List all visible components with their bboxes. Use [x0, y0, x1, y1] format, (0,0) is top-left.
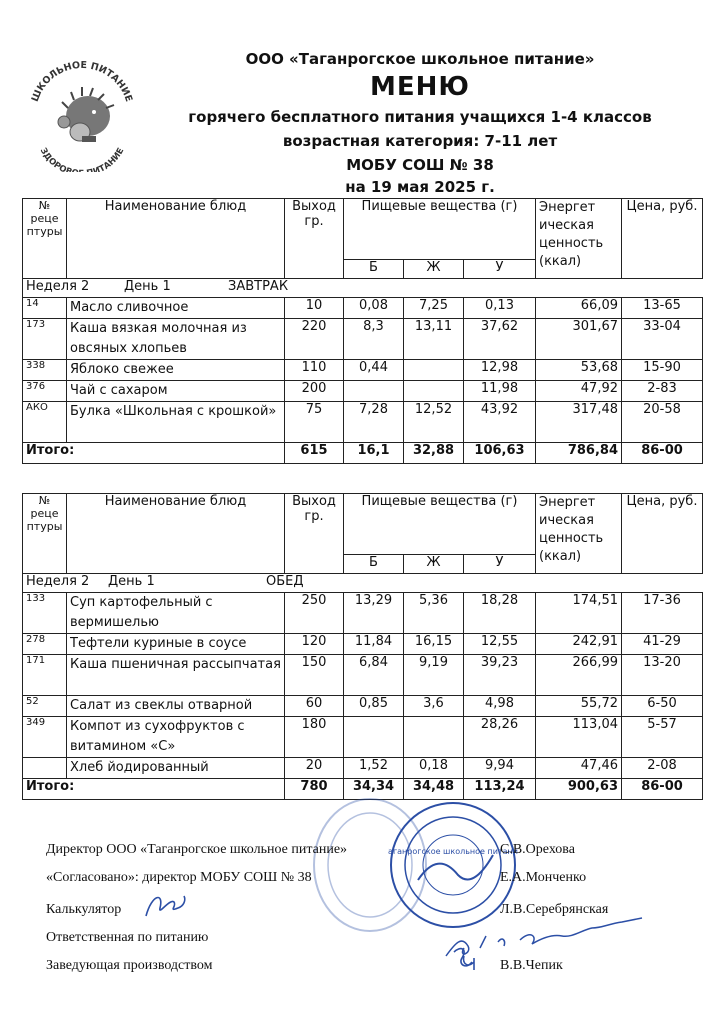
zh-cell: 7,25 [404, 298, 464, 319]
table-row [23, 696, 703, 717]
b-cell: 13,29 [344, 593, 404, 634]
zh-cell: 13,11 [404, 319, 464, 360]
col-out-header: Выход гр. [285, 494, 344, 574]
calculator-name: Л.В.Серебрянская [500, 902, 609, 917]
b-cell: 6,84 [344, 655, 404, 696]
total-label: Итого: [23, 779, 285, 800]
u-cell: 4,98 [464, 696, 536, 717]
out-cell: 250 [285, 593, 344, 634]
out-cell: 220 [285, 319, 344, 360]
total-kcal: 900,63 [536, 779, 622, 800]
zh-cell: 9,19 [404, 655, 464, 696]
calculator-label: Калькулятор [46, 902, 122, 917]
b-cell: 11,84 [344, 634, 404, 655]
page-title: МЕНЮ [370, 72, 470, 102]
price-cell: 33-04 [622, 319, 703, 360]
u-cell: 18,28 [464, 593, 536, 634]
dish-name: Салат из свеклы отварной [67, 696, 285, 717]
out-cell: 150 [285, 655, 344, 696]
u-cell: 9,94 [464, 758, 536, 779]
table-row [23, 381, 703, 402]
rec-cell: 278 [23, 634, 67, 655]
agreed-label: «Согласовано»: директор МОБУ СОШ № 38 [46, 870, 312, 885]
out-cell: 200 [285, 381, 344, 402]
b-cell: 0,08 [344, 298, 404, 319]
kcal-cell: 47,46 [536, 758, 622, 779]
dish-name: Каша вязкая молочная из овсяных хлопьев [67, 319, 285, 360]
price-cell: 5-57 [622, 717, 703, 758]
zh-cell [404, 717, 464, 758]
rec-cell: 376 [23, 381, 67, 402]
col-b-header: Б [344, 260, 404, 279]
total-u: 106,63 [464, 443, 536, 464]
col-out-header: Выход гр. [285, 199, 344, 279]
b-cell [344, 717, 404, 758]
u-cell: 43,92 [464, 402, 536, 443]
dish-name: Тефтели куриные в соусе [67, 634, 285, 655]
total-u: 113,24 [464, 779, 536, 800]
table-row [23, 402, 703, 443]
calculator-signature-icon [138, 888, 188, 924]
total-row [23, 443, 703, 464]
b-cell: 1,52 [344, 758, 404, 779]
u-cell: 39,23 [464, 655, 536, 696]
out-cell: 75 [285, 402, 344, 443]
col-kcal-header: Энергет ическая ценность (ккал) [536, 199, 622, 279]
total-b: 34,34 [344, 779, 404, 800]
zh-cell: 0,18 [404, 758, 464, 779]
menu-date: на 19 мая 2025 г. [345, 178, 495, 196]
b-cell: 0,85 [344, 696, 404, 717]
table-row [23, 634, 703, 655]
rec-cell: АКО [23, 402, 67, 443]
total-out: 615 [285, 443, 344, 464]
org-name: ООО «Таганрогское школьное питание» [245, 50, 595, 68]
week-label: Неделя 2 [26, 279, 90, 294]
zh-cell: 16,15 [404, 634, 464, 655]
table-row [23, 360, 703, 381]
kcal-cell: 301,67 [536, 319, 622, 360]
kcal-cell: 55,72 [536, 696, 622, 717]
section-label [23, 279, 464, 298]
rec-cell: 52 [23, 696, 67, 717]
svg-text:ЗДОРОВОЕ ПИТАНИЕ [38, 146, 127, 172]
director-label: Директор ООО «Таганрогское школьное питание» [46, 842, 348, 857]
u-cell: 37,62 [464, 319, 536, 360]
total-b: 16,1 [344, 443, 404, 464]
total-price: 86-00 [622, 443, 703, 464]
kcal-cell: 53,68 [536, 360, 622, 381]
u-cell: 28,26 [464, 717, 536, 758]
dish-name: Яблоко свежее [67, 360, 285, 381]
col-nutr-header: Пищевые вещества (г) [344, 199, 536, 260]
u-cell: 12,98 [464, 360, 536, 381]
col-u-header: У [464, 260, 536, 279]
head-name: В.В.Чепик [500, 958, 563, 973]
subtitle-line1: горячего бесплатного питания учащихся 1-4 классов [188, 108, 652, 126]
rec-cell: 14 [23, 298, 67, 319]
total-kcal: 786,84 [536, 443, 622, 464]
kcal-cell: 113,04 [536, 717, 622, 758]
dish-name: Булка «Школьная с крошкой» [67, 402, 285, 443]
out-cell: 180 [285, 717, 344, 758]
total-zh: 34,48 [404, 779, 464, 800]
u-cell: 12,55 [464, 634, 536, 655]
head-label: Заведующая производством [46, 958, 213, 973]
zh-cell: 3,6 [404, 696, 464, 717]
subtitle-line3: МОБУ СОШ № 38 [346, 156, 494, 174]
zh-cell [404, 381, 464, 402]
kcal-cell: 242,91 [536, 634, 622, 655]
b-cell: 0,44 [344, 360, 404, 381]
rec-cell [23, 758, 67, 779]
col-name-header: Наименование блюд [67, 199, 285, 279]
dish-name: Суп картофельный с вермишелью [67, 593, 285, 634]
col-price-header: Цена, руб. [622, 494, 703, 574]
dish-name: Масло сливочное [67, 298, 285, 319]
u-cell: 0,13 [464, 298, 536, 319]
week-label: Неделя 2 [26, 574, 90, 589]
price-cell: 41-29 [622, 634, 703, 655]
u-cell: 11,98 [464, 381, 536, 402]
table-row [23, 655, 703, 696]
meal-label: ОБЕД [266, 574, 304, 589]
day-label: День 1 [124, 279, 171, 294]
director-name: С.В.Орехова [500, 842, 575, 857]
kcal-cell: 47,92 [536, 381, 622, 402]
round-stamp-icon [388, 800, 518, 930]
meal-label: ЗАВТРАК [228, 279, 289, 294]
col-price-header: Цена, руб. [622, 199, 703, 279]
lunch-table [22, 493, 703, 800]
agreed-name: Е.А.Монченко [500, 870, 587, 885]
table-row [23, 298, 703, 319]
table-row [23, 319, 703, 360]
b-cell: 8,3 [344, 319, 404, 360]
col-b-header: Б [344, 555, 404, 574]
stamp-text: Таганрогское школьное питание [388, 847, 518, 856]
price-cell: 13-65 [622, 298, 703, 319]
rec-cell: 133 [23, 593, 67, 634]
subtitle-line2: возрастная категория: 7-11 лет [282, 132, 558, 150]
rec-cell: 338 [23, 360, 67, 381]
price-cell: 13-20 [622, 655, 703, 696]
total-price: 86-00 [622, 779, 703, 800]
logo-top-text: ШКОЛЬНОЕ ПИТАНИЕ [29, 59, 135, 104]
breakfast-table [22, 198, 703, 464]
table-row [23, 593, 703, 634]
zh-cell: 5,36 [404, 593, 464, 634]
out-cell: 20 [285, 758, 344, 779]
price-cell: 2-83 [622, 381, 703, 402]
out-cell: 120 [285, 634, 344, 655]
b-cell [344, 381, 404, 402]
logo-bottom-text: ЗДОРОВ ИТАНИЕ [37, 146, 127, 172]
price-cell: 2-08 [622, 758, 703, 779]
out-cell: 10 [285, 298, 344, 319]
dish-name: Каша пшеничная рассыпчатая [67, 655, 285, 696]
rec-cell: 173 [23, 319, 67, 360]
out-cell: 60 [285, 696, 344, 717]
rec-cell: 349 [23, 717, 67, 758]
table-row [23, 717, 703, 758]
zh-cell: 12,52 [404, 402, 464, 443]
section-label [23, 574, 464, 593]
out-cell: 110 [285, 360, 344, 381]
price-cell: 20-58 [622, 402, 703, 443]
total-label: Итого: [23, 443, 285, 464]
col-kcal-header: Энергет ическая ценность (ккал) [536, 494, 622, 574]
price-cell: 15-90 [622, 360, 703, 381]
responsible-label: Ответственная по питанию [46, 930, 209, 945]
dish-name: Хлеб йодированный [67, 758, 285, 779]
day-label: День 1 [108, 574, 155, 589]
col-rec-header: № реце птуры [23, 199, 67, 279]
col-u-header: У [464, 555, 536, 574]
col-nutr-header: Пищевые вещества (г) [344, 494, 536, 555]
dish-name: Компот из сухофруктов с витамином «С» [67, 717, 285, 758]
col-zh-header: Ж [404, 555, 464, 574]
col-zh-header: Ж [404, 260, 464, 279]
head-signature-icon [444, 938, 494, 974]
hedgehog-icon [58, 87, 114, 142]
kcal-cell: 66,09 [536, 298, 622, 319]
b-cell: 7,28 [344, 402, 404, 443]
total-out: 780 [285, 779, 344, 800]
table-row [23, 758, 703, 779]
price-cell: 6-50 [622, 696, 703, 717]
kcal-cell: 317,48 [536, 402, 622, 443]
dish-name: Чай с сахаром [67, 381, 285, 402]
col-name-header: Наименование блюд [67, 494, 285, 574]
kcal-cell: 266,99 [536, 655, 622, 696]
total-zh: 32,88 [404, 443, 464, 464]
price-cell: 17-36 [622, 593, 703, 634]
rec-cell: 171 [23, 655, 67, 696]
zh-cell [404, 360, 464, 381]
kcal-cell: 174,51 [536, 593, 622, 634]
col-rec-header: № реце птуры [23, 494, 67, 574]
logo [22, 52, 142, 172]
